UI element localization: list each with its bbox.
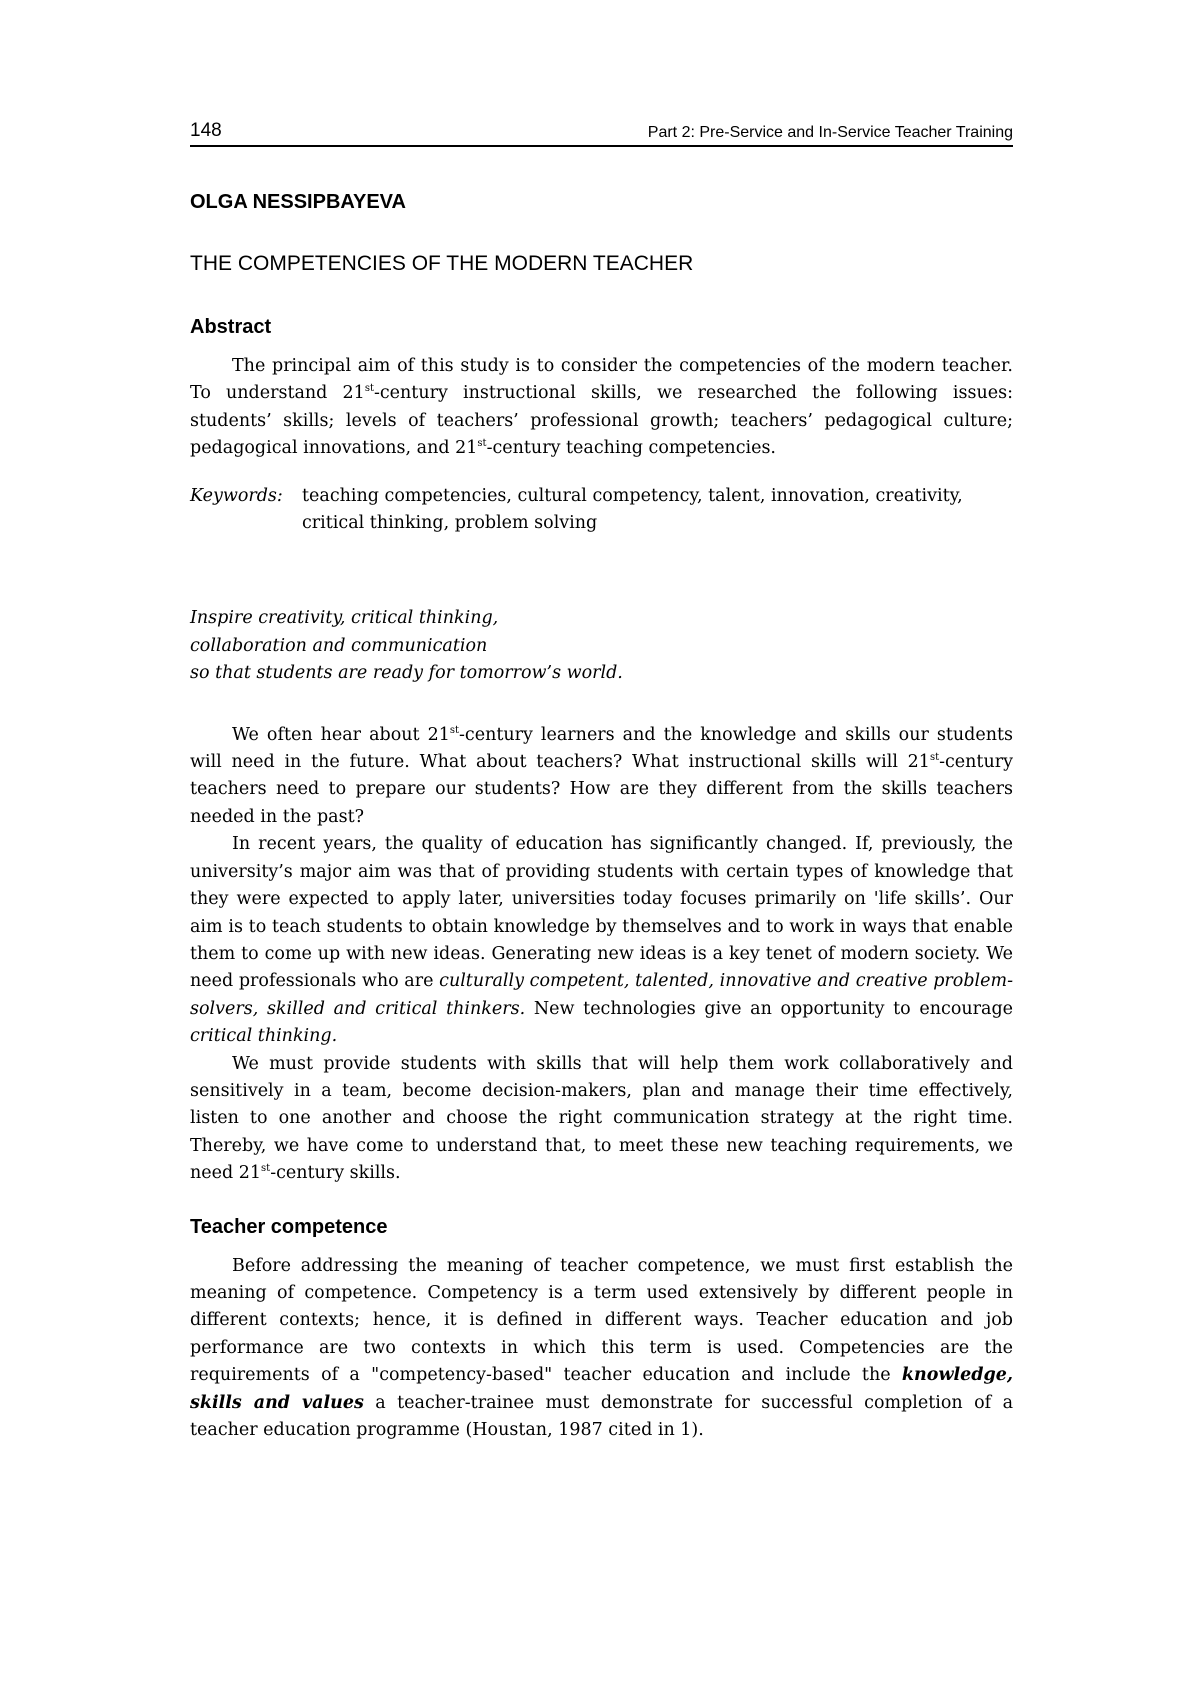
document-page [190,120,1013,1444]
page-number: 148 [190,120,222,141]
teacher-competence-paragraph: Before addressing the meaning of teacher competence, we must first establish the meaning of competence. Competency is a term used extensively by different people in different contexts; hence, it is defined in different ways. Teacher education and job performance are two contexts in which this term is used. Competencies are the requirements of a "competency-based" teacher education and include the knowledge, skills and values a teacher-trainee must demonstrate for successful completion of a teacher education programme (Houstan, 1987 cited in 1). [190,1255,1013,1440]
running-head-title: Part 2: Pre-Service and In-Service Teacher Training [647,124,1013,141]
introduction [190,722,1013,1188]
author-name: OLGA NESSIPBAYEVA [190,191,406,213]
intro-paragraph-1: We often hear about 21st-century learners and the knowledge and skills our students will need in the future. What about teachers? What instructional skills will 21st-century teachers need to prepare our students? How are they different from the skills teachers needed in the past? [190,724,1014,827]
keywords-label: Keywords: [190,485,283,506]
abstract-paragraph: The principal aim of this study is to consider the competencies of the modern teacher. To understand 21st-century instructional skills, we researched the following issues: students’ skills; levels of teachers’ professional growth; teachers’ pedagogical culture; pedagogical innovations, and 21st-century teaching competencies. [190,356,1013,459]
intro-paragraph-3: We must provide students with skills that will help them work collaboratively and sensitively in a team, become decision-makers, plan and manage their time effectively, listen to one another and choose the right communication strategy at the right time. Thereby, we have come to understand that, to meet these new teaching requirements, we need 21st-century skills. [190,1053,1013,1184]
epigraph-line: so that students are ready for tomorrow’s world. [190,663,623,684]
paper-title: THE COMPETENCIES OF THE MODERN TEACHER [190,252,694,275]
epigraph-line: collaboration and communication [190,635,488,656]
epigraph [190,605,1013,687]
keywords [190,483,1013,538]
running-head [190,120,1013,147]
abstract-heading: Abstract [190,316,272,338]
section-heading-teacher-competence: Teacher competence [190,1215,388,1238]
epigraph-line: Inspire creativity, critical thinking, [190,608,499,629]
keywords-list: teaching competencies, cultural competency, talent, innovation, creativity, critical thinking, problem solving [302,485,963,534]
intro-paragraph-2: In recent years, the quality of education has significantly changed. If, previously, the university’s major aim was that of providing students with certain types of knowledge that they were expected to apply later, universities today focuses primarily on 'life skills’. Our aim is to teach students to obtain knowledge by themselves and to work in ways that enable them to come up with new ideas. Generating new ideas is a key tenet of modern society. We need professionals who are culturally competent, talented, innovative and creative problem-solvers, skilled and critical thinkers. New technologies give an opportunity to encourage critical thinking. [190,834,1013,1047]
